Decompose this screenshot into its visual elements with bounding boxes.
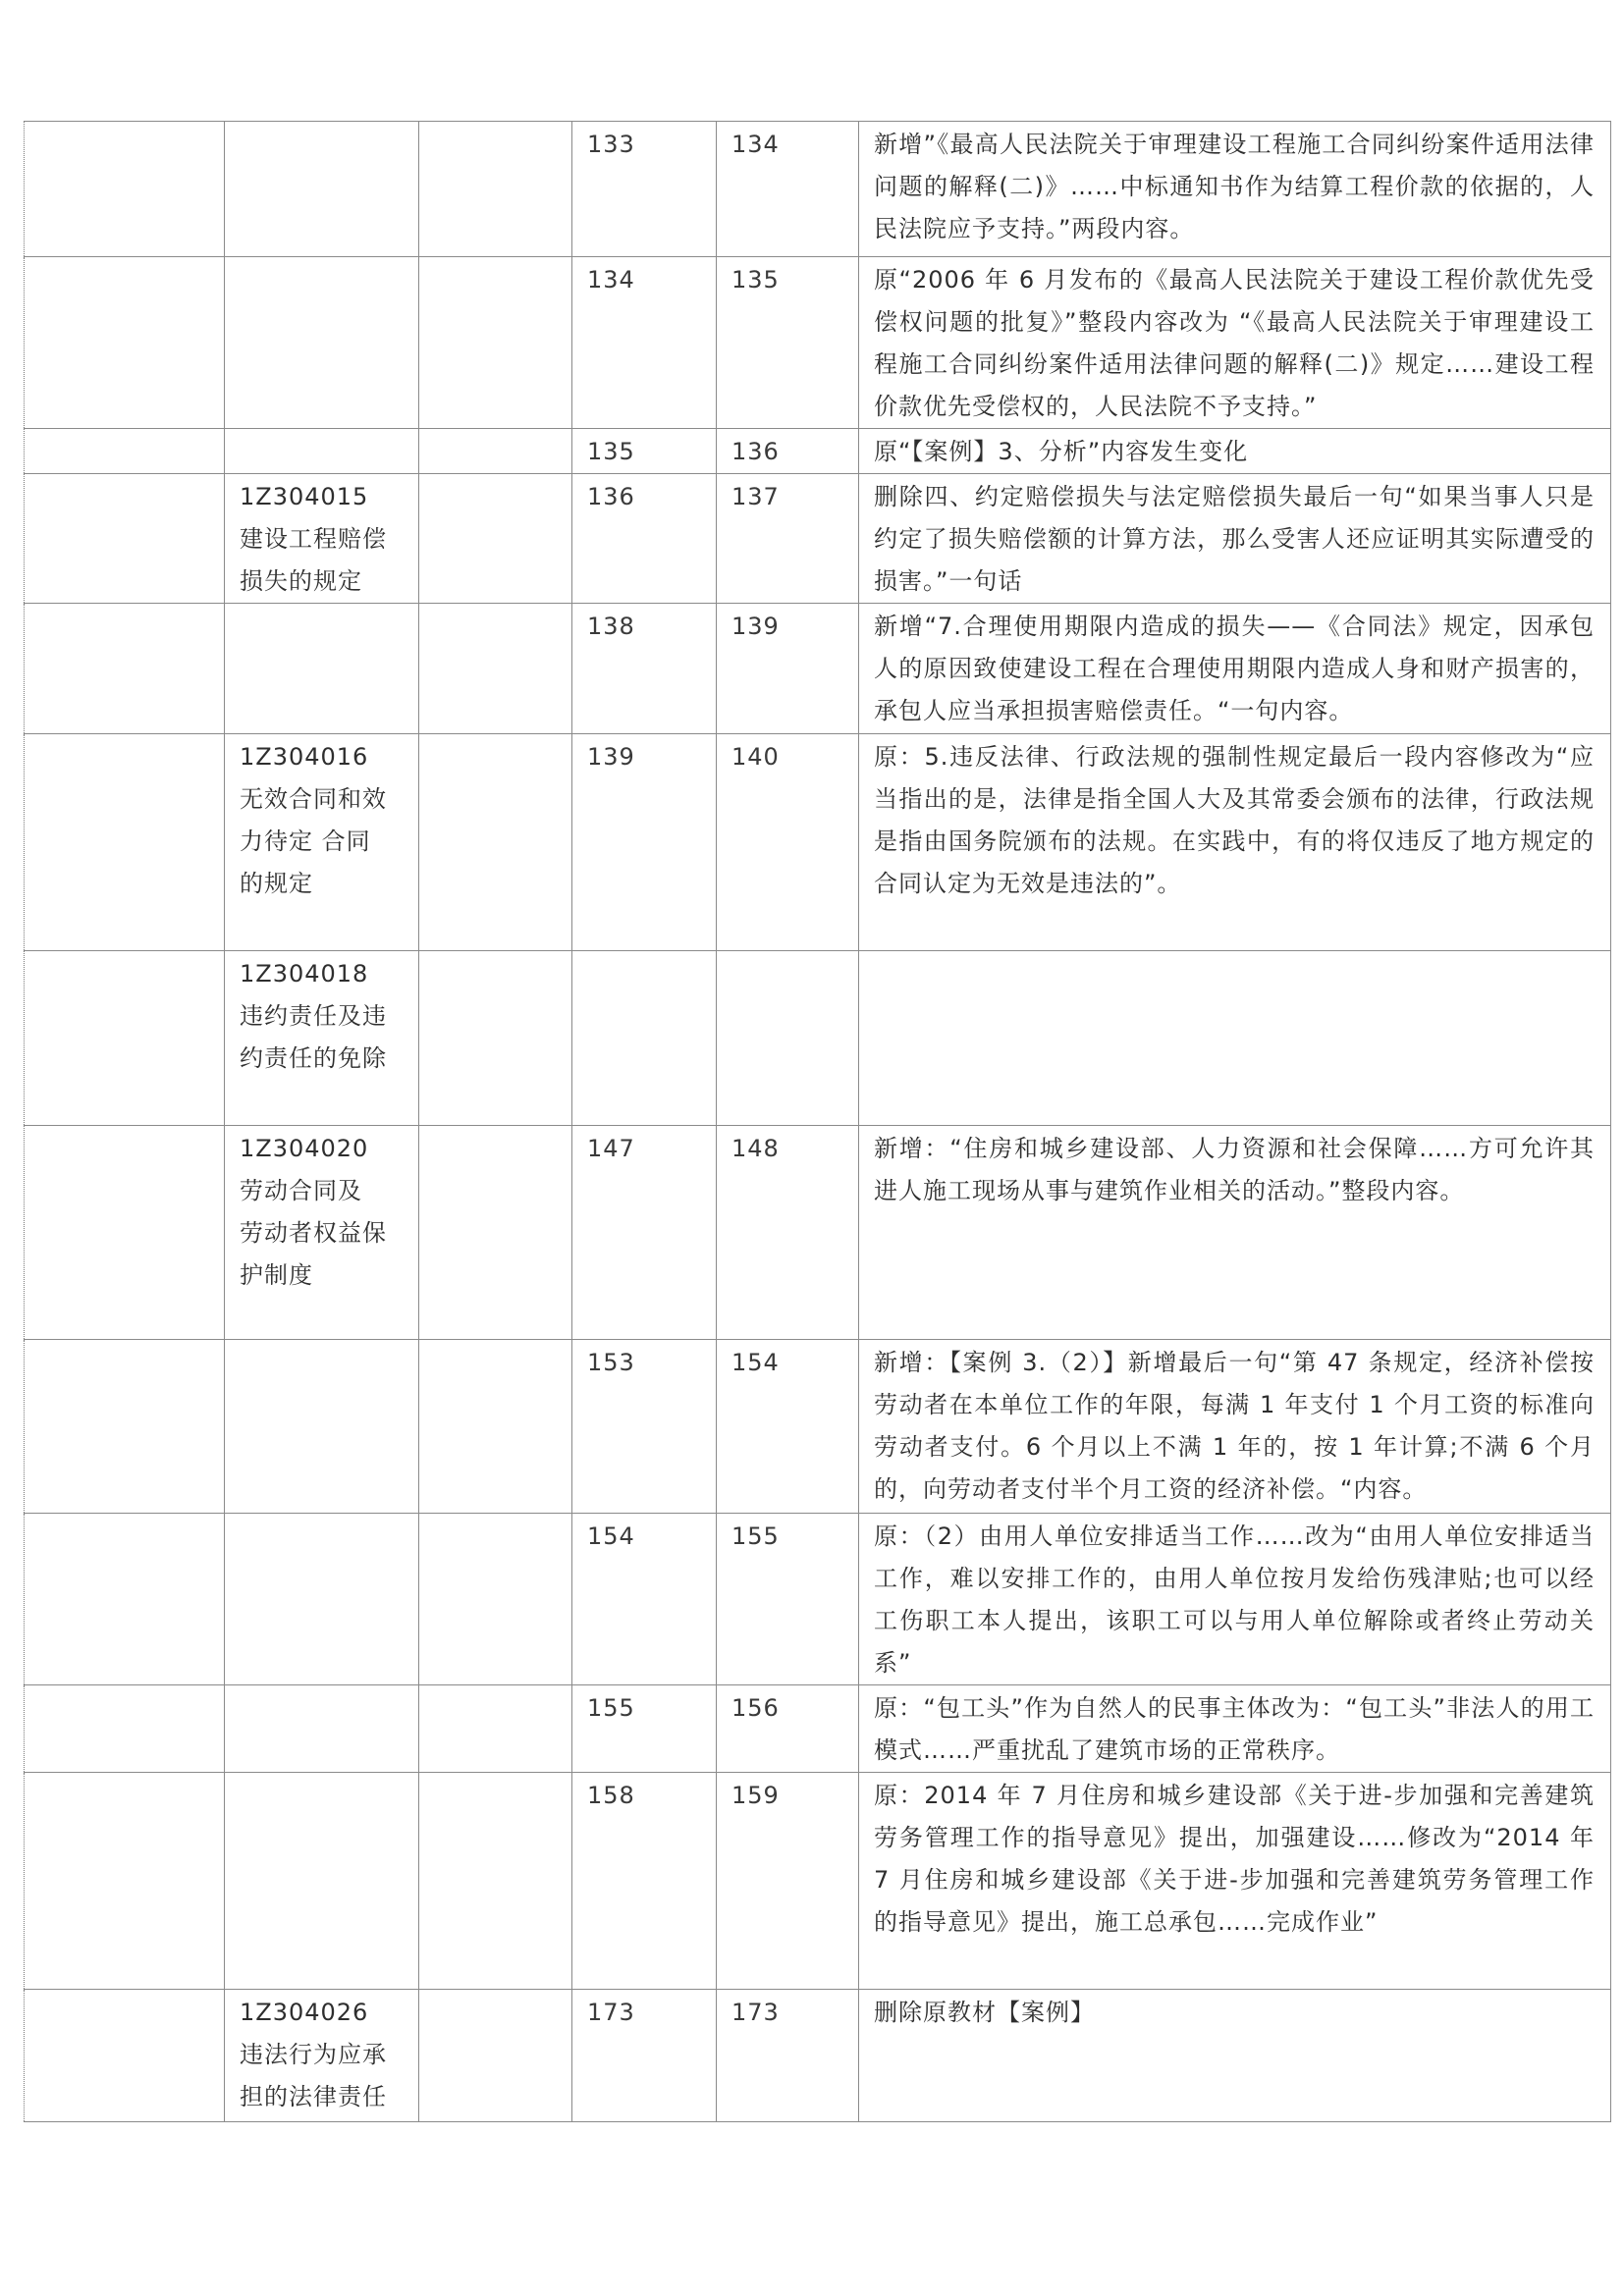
empty-cell xyxy=(25,1340,225,1514)
empty-cell xyxy=(25,1685,225,1773)
section-cell: 1Z304026 违法行为应承担的法律责任 xyxy=(225,1990,419,2122)
change-cell: 新增：“住房和城乡建设部、人力资源和社会保障……方可允许其进人施工现场从事与建筑作业相关的活动。”整段内容。 xyxy=(859,1126,1611,1340)
new-page-cell: 159 xyxy=(717,1773,859,1990)
new-page-cell: 139 xyxy=(717,604,859,734)
empty-cell xyxy=(419,1126,572,1340)
empty-cell xyxy=(25,429,225,474)
change-cell: 新增：【案例 3.（2）】新增最后一句“第 47 条规定，经济补偿按劳动者在本单位工作的年限，每满 1 年支付 1 个月工资的标准向劳动者支付。6 个月以上不满 1 年的，按 1 年计算;不满 6 个月的，向劳动者支付半个月工资的经济补偿。“内容。 xyxy=(859,1340,1611,1514)
old-page-cell: 134 xyxy=(572,257,717,429)
table-row xyxy=(25,734,1611,951)
section-cell: 1Z304018 违约责任及违约责任的免除 xyxy=(225,951,419,1126)
change-cell: 原“【案例】3、分析”内容发生变化 xyxy=(859,429,1611,474)
new-page-cell: 148 xyxy=(717,1126,859,1340)
old-page-cell: 136 xyxy=(572,474,717,604)
new-page-cell: 154 xyxy=(717,1340,859,1514)
table-row xyxy=(25,1126,1611,1340)
section-cell: 1Z304015 建设工程赔偿损失的规定 xyxy=(225,474,419,604)
old-page-cell: 147 xyxy=(572,1126,717,1340)
section-cell: 1Z304020 劳动合同及 劳动者权益保护制度 xyxy=(225,1126,419,1340)
change-cell xyxy=(859,951,1611,1126)
new-page-cell xyxy=(717,951,859,1126)
new-page-cell: 134 xyxy=(717,122,859,257)
empty-cell xyxy=(419,429,572,474)
empty-cell xyxy=(25,1773,225,1990)
table-row xyxy=(25,474,1611,604)
new-page-cell: 140 xyxy=(717,734,859,951)
empty-cell xyxy=(419,122,572,257)
new-page-cell: 135 xyxy=(717,257,859,429)
table-row xyxy=(25,951,1611,1126)
table-row xyxy=(25,1990,1611,2122)
empty-cell xyxy=(419,1773,572,1990)
empty-cell xyxy=(419,257,572,429)
old-page-cell: 154 xyxy=(572,1514,717,1685)
old-page-cell: 158 xyxy=(572,1773,717,1990)
empty-cell xyxy=(25,474,225,604)
empty-cell xyxy=(419,1514,572,1685)
table-row xyxy=(25,429,1611,474)
empty-cell xyxy=(25,1990,225,2122)
empty-cell xyxy=(419,1685,572,1773)
empty-cell xyxy=(25,122,225,257)
old-page-cell: 135 xyxy=(572,429,717,474)
empty-cell xyxy=(419,604,572,734)
change-cell: 原：“包工头”作为自然人的民事主体改为：“包工头”非法人的用工模式……严重扰乱了建筑市场的正常秩序。 xyxy=(859,1685,1611,1773)
section-cell xyxy=(225,1340,419,1514)
new-page-cell: 137 xyxy=(717,474,859,604)
section-cell xyxy=(225,1773,419,1990)
table-row xyxy=(25,1340,1611,1514)
empty-cell xyxy=(25,604,225,734)
table-row xyxy=(25,604,1611,734)
new-page-cell: 136 xyxy=(717,429,859,474)
table-row xyxy=(25,1773,1611,1990)
change-cell: 新增”《最高人民法院关于审理建设工程施工合同纠纷案件适用法律问题的解释(二)》……中标通知书作为结算工程价款的依据的，人民法院应予支持。”两段内容。 xyxy=(859,122,1611,257)
empty-cell xyxy=(419,1340,572,1514)
section-cell xyxy=(225,122,419,257)
section-cell xyxy=(225,429,419,474)
empty-cell xyxy=(419,734,572,951)
section-cell: 1Z304016 无效合同和效力待定 合同的规定 xyxy=(225,734,419,951)
old-page-cell xyxy=(572,951,717,1126)
empty-cell xyxy=(419,951,572,1126)
empty-cell xyxy=(25,257,225,429)
change-cell: 原“2006 年 6 月发布的《最高人民法院关于建设工程价款优先受偿权问题的批复》”整段内容改为 “《最高人民法院关于审理建设工程施工合同纠纷案件适用法律问题的解释(二)》规定……建设工程价款优先受偿权的，人民法院不予支持。” xyxy=(859,257,1611,429)
old-page-cell: 173 xyxy=(572,1990,717,2122)
table-row xyxy=(25,257,1611,429)
old-page-cell: 153 xyxy=(572,1340,717,1514)
change-cell: 删除原教材【案例】 xyxy=(859,1990,1611,2122)
empty-cell xyxy=(25,1514,225,1685)
empty-cell xyxy=(25,951,225,1126)
section-cell xyxy=(225,1514,419,1685)
change-cell: 新增“7.合理使用期限内造成的损失——《合同法》规定，因承包人的原因致使建设工程在合理使用期限内造成人身和财产损害的，承包人应当承担损害赔偿责任。“一句内容。 xyxy=(859,604,1611,734)
table-row xyxy=(25,122,1611,257)
old-page-cell: 155 xyxy=(572,1685,717,1773)
section-cell xyxy=(225,604,419,734)
change-cell: 原：（2）由用人单位安排适当工作……改为“由用人单位安排适当工作，难以安排工作的，由用人单位按月发给伤残津贴;也可以经工伤职工本人提出，该职工可以与用人单位解除或者终止劳动关系” xyxy=(859,1514,1611,1685)
revision-table-body xyxy=(25,122,1611,2122)
table-row xyxy=(25,1514,1611,1685)
empty-cell xyxy=(25,1126,225,1340)
new-page-cell: 156 xyxy=(717,1685,859,1773)
old-page-cell: 139 xyxy=(572,734,717,951)
old-page-cell: 138 xyxy=(572,604,717,734)
table-row xyxy=(25,1685,1611,1773)
new-page-cell: 173 xyxy=(717,1990,859,2122)
new-page-cell: 155 xyxy=(717,1514,859,1685)
revision-table xyxy=(24,121,1611,2122)
empty-cell xyxy=(25,734,225,951)
section-cell xyxy=(225,1685,419,1773)
change-cell: 原：2014 年 7 月住房和城乡建设部《关于进-步加强和完善建筑劳务管理工作的指导意见》提出，加强建设……修改为“2014 年 7 月住房和城乡建设部《关于进-步加强和完善建筑劳务管理工作的指导意见》提出，施工总承包……完成作业” xyxy=(859,1773,1611,1990)
empty-cell xyxy=(419,1990,572,2122)
change-cell: 删除四、约定赔偿损失与法定赔偿损失最后一句“如果当事人只是约定了损失赔偿额的计算方法，那么受害人还应证明其实际遭受的损害。”一句话 xyxy=(859,474,1611,604)
empty-cell xyxy=(419,474,572,604)
old-page-cell: 133 xyxy=(572,122,717,257)
section-cell xyxy=(225,257,419,429)
change-cell: 原：5.违反法律、行政法规的强制性规定最后一段内容修改为“应当指出的是，法律是指全国人大及其常委会颁布的法律，行政法规是指由国务院颁布的法规。在实践中，有的将仅违反了地方规定的合同认定为无效是违法的”。 xyxy=(859,734,1611,951)
